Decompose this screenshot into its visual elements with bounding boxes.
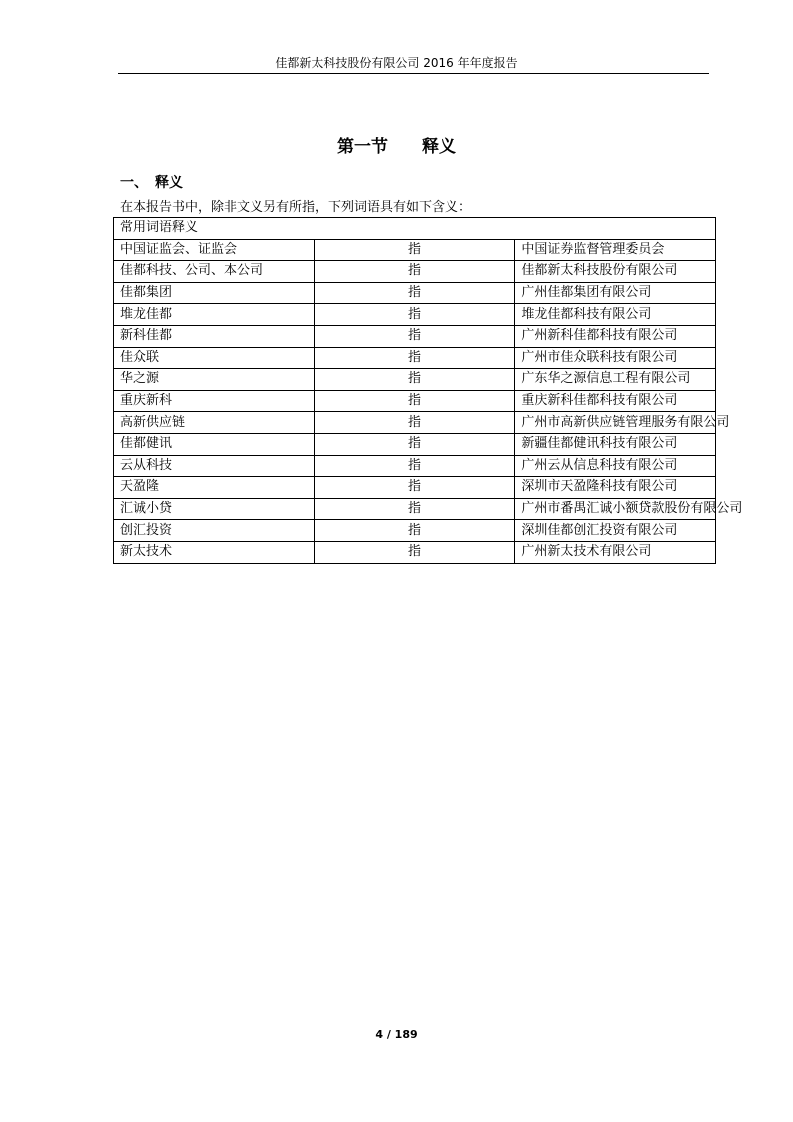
term-cell: 高新供应链 [114, 412, 315, 434]
definition-cell: 重庆新科佳都科技有限公司 [515, 390, 716, 412]
term-cell: 中国证监会、证监会 [114, 239, 315, 261]
definition-cell: 广州市番禺汇诚小额贷款股份有限公司 [515, 498, 716, 520]
definition-cell: 广州新科佳都科技有限公司 [515, 325, 716, 347]
glossary-table [113, 217, 743, 564]
refers-to-cell: 指 [314, 369, 515, 391]
term-cell: 汇诚小贷 [114, 498, 315, 520]
section-title: 第一节 释义 [337, 137, 456, 157]
glossary-caption-row [114, 218, 716, 240]
definition-cell: 佳都新太科技股份有限公司 [515, 261, 716, 283]
table-row [114, 369, 716, 391]
definition-cell: 广州云从信息科技有限公司 [515, 455, 716, 477]
table-row [114, 455, 716, 477]
table-row [114, 498, 716, 520]
refers-to-cell: 指 [314, 347, 515, 369]
refers-to-cell: 指 [314, 433, 515, 455]
term-cell: 天盈隆 [114, 477, 315, 499]
definition-cell: 新疆佳都健讯科技有限公司 [515, 433, 716, 455]
report-header: 佳都新太科技股份有限公司 2016 年年度报告 [275, 56, 518, 70]
refers-to-cell: 指 [314, 304, 515, 326]
table-row [114, 412, 716, 434]
term-cell: 重庆新科 [114, 390, 315, 412]
term-cell: 堆龙佳都 [114, 304, 315, 326]
term-cell: 新科佳都 [114, 325, 315, 347]
term-cell: 佳众联 [114, 347, 315, 369]
definition-cell: 广州佳都集团有限公司 [515, 282, 716, 304]
refers-to-cell: 指 [314, 412, 515, 434]
table-row [114, 477, 716, 499]
table-row [114, 390, 716, 412]
term-cell: 佳都科技、公司、本公司 [114, 261, 315, 283]
table-row [114, 304, 716, 326]
refers-to-cell: 指 [314, 477, 515, 499]
term-cell: 云从科技 [114, 455, 315, 477]
refers-to-cell: 指 [314, 541, 515, 563]
term-cell: 佳都健讯 [114, 433, 315, 455]
refers-to-cell: 指 [314, 282, 515, 304]
term-cell: 佳都集团 [114, 282, 315, 304]
table-row [114, 520, 716, 542]
definition-cell: 广东华之源信息工程有限公司 [515, 369, 716, 391]
refers-to-cell: 指 [314, 325, 515, 347]
glossary-body [114, 218, 743, 564]
refers-to-cell: 指 [314, 390, 515, 412]
term-cell: 华之源 [114, 369, 315, 391]
definition-cell: 中国证券监督管理委员会 [515, 239, 716, 261]
definition-cell: 广州市佳众联科技有限公司 [515, 347, 716, 369]
glossary-caption: 常用词语释义 [114, 218, 716, 240]
table-row [114, 325, 716, 347]
subheading: 一、 释义 [120, 175, 183, 191]
table-row [114, 541, 716, 563]
definition-cell: 深圳佳都创汇投资有限公司 [515, 520, 716, 542]
refers-to-cell: 指 [314, 455, 515, 477]
table-row [114, 239, 716, 261]
definition-cell: 广州市高新供应链管理服务有限公司 [515, 412, 716, 434]
refers-to-cell: 指 [314, 261, 515, 283]
definition-cell: 堆龙佳都科技有限公司 [515, 304, 716, 326]
table-row [114, 347, 716, 369]
term-cell: 创汇投资 [114, 520, 315, 542]
table-row [114, 282, 716, 304]
page-number: 4 / 189 [375, 1028, 418, 1041]
table-row [114, 433, 716, 455]
term-cell: 新太技术 [114, 541, 315, 563]
header-rule [118, 73, 709, 74]
definition-cell: 广州新太技术有限公司 [515, 541, 716, 563]
refers-to-cell: 指 [314, 520, 515, 542]
definition-cell: 深圳市天盈隆科技有限公司 [515, 477, 716, 499]
refers-to-cell: 指 [314, 498, 515, 520]
table-row [114, 261, 716, 283]
intro-paragraph: 在本报告书中，除非文义另有所指，下列词语具有如下含义： [120, 200, 472, 215]
refers-to-cell: 指 [314, 239, 515, 261]
